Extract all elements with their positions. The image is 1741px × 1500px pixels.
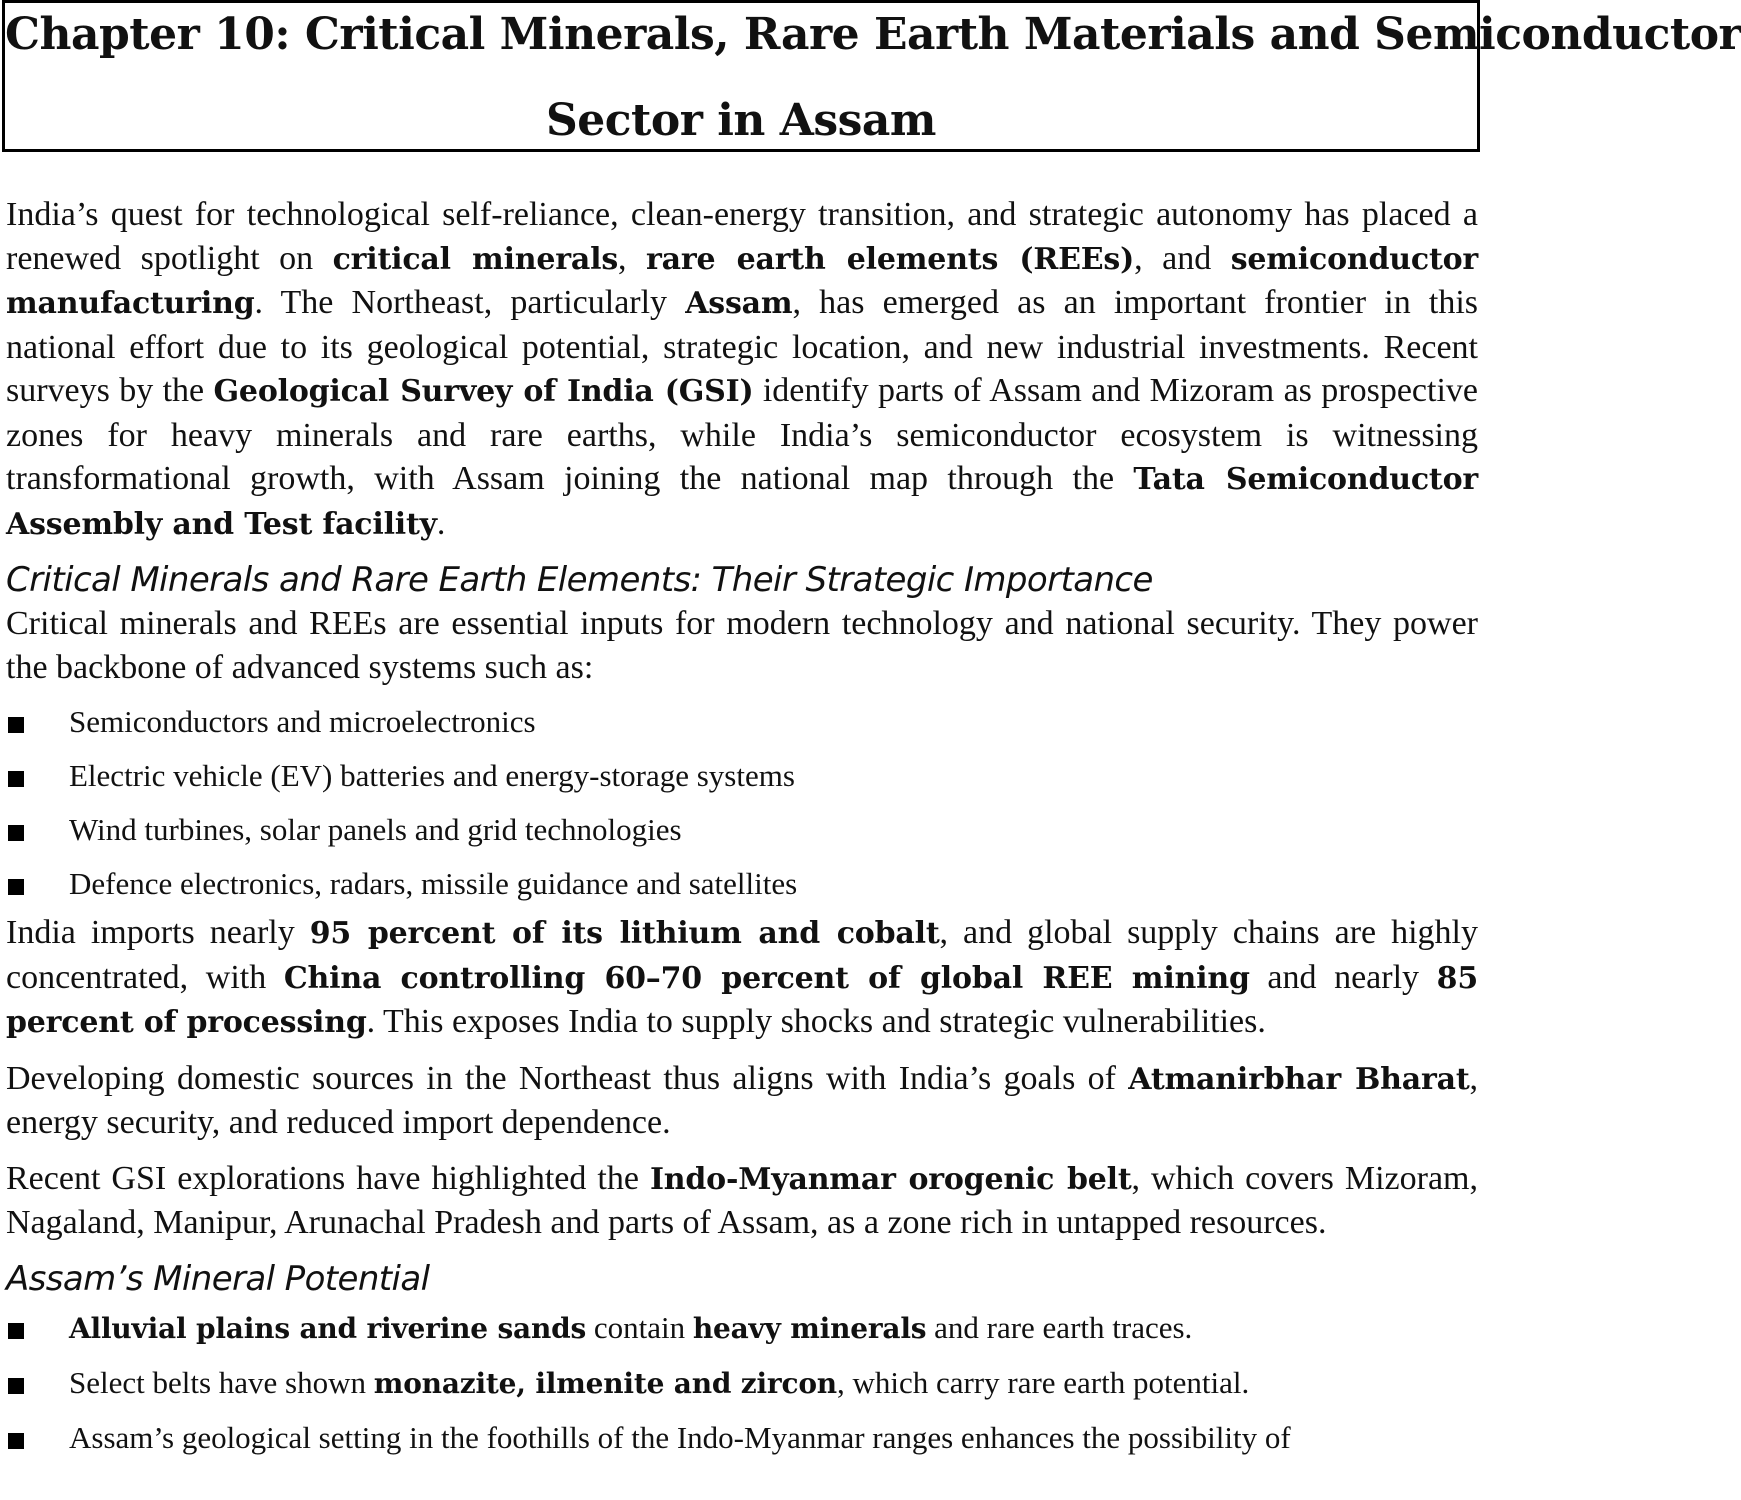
imports-text-4: . This exposes India to supply shocks and strategic vulnerabilities. <box>366 1003 1266 1040</box>
bullet2-text-2: , which carry rare earth potential. <box>836 1364 1250 1400</box>
square-bullet-icon <box>8 1323 24 1339</box>
list-item <box>6 1356 1478 1411</box>
list-item-text: Wind turbines, solar panels and grid technologies <box>69 812 682 847</box>
list-item-text: Electric vehicle (EV) batteries and energy-storage systems <box>69 758 795 793</box>
advanced-systems-list <box>6 695 1478 911</box>
intro-text-2: , <box>618 239 647 277</box>
square-bullet-icon <box>8 825 24 841</box>
intro-text-1: India’s quest for technological self-reliance, clean-energy transition, and strategic autonomy has placed a renewed spotlight on <box>6 196 1478 277</box>
bullet1-text-1: contain <box>586 1309 693 1345</box>
imports-paragraph <box>6 911 1478 1045</box>
chapter-title-line-2: Sector in Assam <box>545 95 936 146</box>
imports-bold-processing: 85 percent of processing <box>6 960 1478 1040</box>
bullet1-bold-heavy-minerals: heavy minerals <box>692 1311 927 1345</box>
domestic-sources-paragraph <box>6 1057 1478 1145</box>
domestic-text-1: Developing domestic sources in the Northeast thus aligns with India’s goals of <box>6 1059 1129 1097</box>
bullet1-text-2: and rare earth traces. <box>926 1309 1193 1345</box>
chapter-title-box <box>2 0 1741 152</box>
square-bullet-icon <box>8 771 24 787</box>
list-item <box>6 1301 1478 1356</box>
square-bullet-icon <box>8 717 24 733</box>
bullet1-bold-alluvial-plains: Alluvial plains and riverine sands <box>69 1311 587 1345</box>
intro-bold-tata-facility: Tata Semiconductor Assembly and Test facility <box>6 462 1478 542</box>
square-bullet-icon <box>8 1378 24 1394</box>
list-item <box>6 695 1478 749</box>
intro-bold-assam: Assam <box>685 286 793 321</box>
intro-text-7: . <box>436 504 446 542</box>
intro-paragraph <box>6 193 1478 546</box>
imports-text-2: , and global supply chains are highly concentrated, with <box>6 914 1479 996</box>
intro-text-4: . The Northeast, particularly <box>254 284 686 321</box>
list-item <box>6 749 1478 803</box>
bullet2-bold-minerals: monazite, ilmenite and zircon <box>373 1366 837 1400</box>
domestic-bold-atmanirbhar-bharat: Atmanirbhar Bharat <box>1128 1061 1470 1097</box>
imports-text-1: India imports nearly <box>6 914 310 951</box>
list-item <box>6 1411 1478 1465</box>
section-heading-strategic-importance: Critical Minerals and Rare Earth Elements: Their Strategic Importance <box>6 560 1153 600</box>
list-item-text: Defence electronics, radars, missile guidance and satellites <box>69 866 798 901</box>
square-bullet-icon <box>8 1433 24 1449</box>
intro-text-5: , has emerged as an important frontier in this national effort due to its geological potential, strategic location, and new industrial investments. Recent surveys by the <box>6 284 1478 409</box>
square-bullet-icon <box>8 879 24 895</box>
section-heading-mineral-potential: Assam’s Mineral Potential <box>6 1258 430 1299</box>
intro-bold-rare-earth-elements: rare earth elements (REEs) <box>646 241 1135 277</box>
intro-bold-critical-minerals: critical minerals <box>332 241 619 277</box>
domestic-text-2: , energy security, and reduced import dependence. <box>6 1059 1479 1141</box>
list-item <box>6 857 1478 911</box>
imports-bold-china-mining: China controlling 60–70 percent of global REE mining <box>283 960 1250 996</box>
imports-bold-lithium-cobalt: 95 percent of its lithium and cobalt <box>309 916 940 951</box>
gsi-explorations-paragraph <box>6 1157 1478 1245</box>
imports-text-3: and nearly <box>1249 958 1437 996</box>
list-item <box>6 803 1478 857</box>
mineral-potential-list <box>6 1301 1478 1465</box>
intro-text-6: identify parts of Assam and Mizoram as prospective zones for heavy minerals and rare earths, while India’s semiconductor ecosystem is witnessing transformational growth, with Assam joining the national map through the <box>6 372 1478 497</box>
list-item-text: Semiconductors and microelectronics <box>69 704 536 739</box>
gsi-text-1: Recent GSI explorations have highlighted the <box>6 1159 650 1197</box>
bullet3-text-1: Assam’s geological setting in the foothills of the Indo-Myanmar ranges enhances the possibility of <box>69 1419 1291 1455</box>
intro-bold-semiconductor-manufacturing: semiconductor manufacturing <box>6 241 1479 321</box>
bullet2-text-1: Select belts have shown <box>69 1364 374 1400</box>
chapter-title-line-1: Chapter 10: Critical Minerals, Rare Earth Materials and Semiconductor <box>5 9 1741 60</box>
gsi-bold-orogenic-belt: Indo-Myanmar orogenic belt <box>649 1161 1132 1197</box>
intro-bold-gsi: Geological Survey of India (GSI) <box>213 374 754 409</box>
intro-text-3: , and <box>1134 239 1231 277</box>
chapter-body <box>6 193 1478 1465</box>
section1-lead-paragraph: Critical minerals and REEs are essential inputs for modern technology and national security. They power the backbone of advanced systems such as: <box>6 605 1478 686</box>
gsi-text-2: , which covers Mizoram, Nagaland, Manipur, Arunachal Pradesh and parts of Assam, as a zone rich in untapped resources. <box>6 1159 1478 1241</box>
